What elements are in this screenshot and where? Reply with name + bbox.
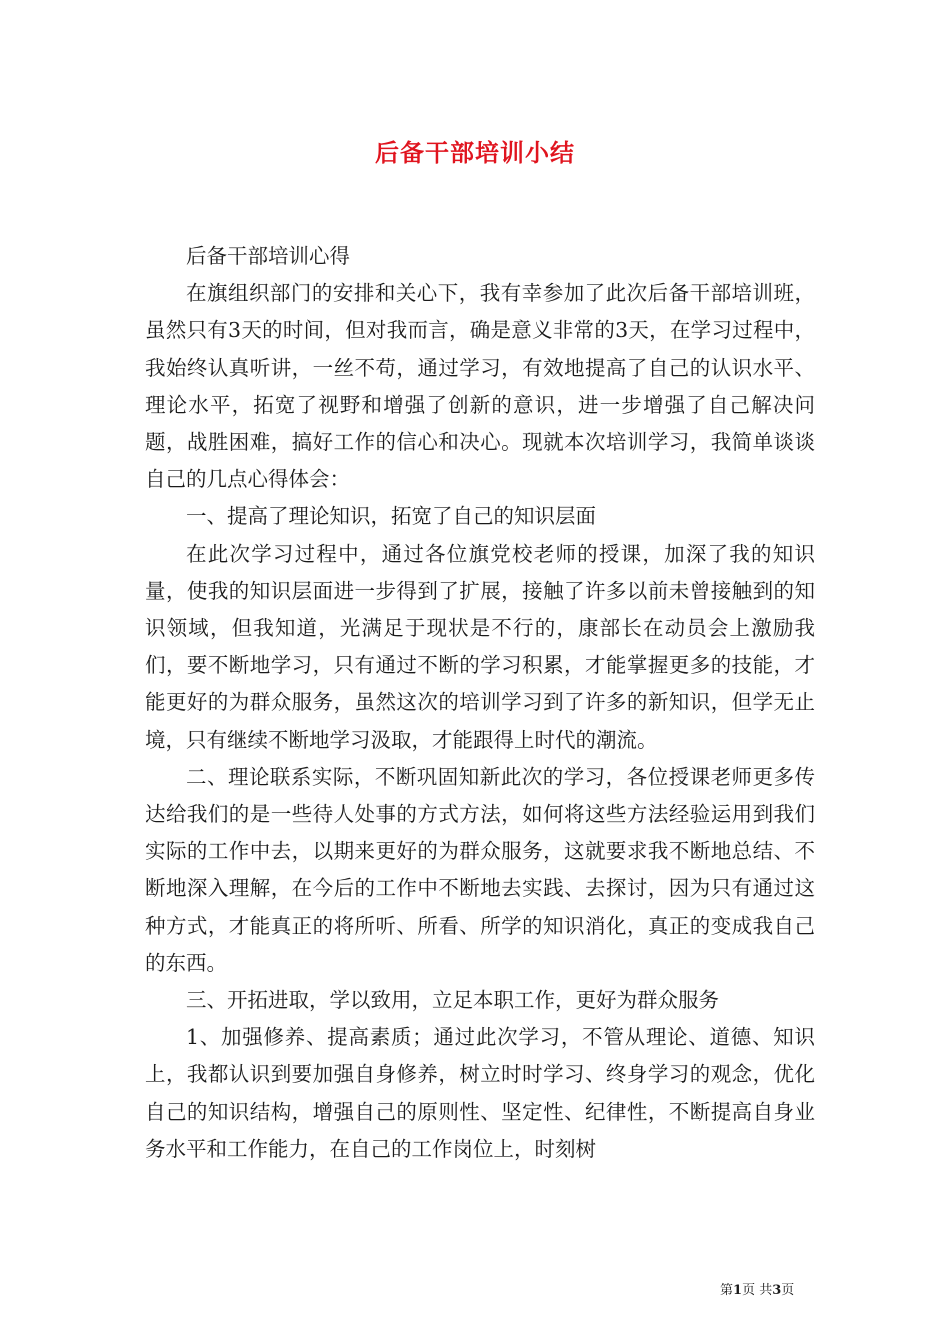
footer-prefix: 第 <box>720 1283 734 1298</box>
section-subtitle: 后备干部培训心得 <box>186 244 350 268</box>
footer-total-pages: 3 <box>772 1283 782 1298</box>
heading-section-1: 一、提高了理论知识，拓宽了自己的知识层面 <box>186 504 596 529</box>
footer-current-page: 1 <box>733 1283 743 1298</box>
paragraph-intro: 在旗组织部门的安排和关心下，我有幸参加了此次后备干部培训班，虽然只有3天的时间，但对我而言，确是意义非常的3天，在学习过程中，我始终认真听讲，一丝不苟，通过学习，有效地提高了自己的认识水平、理论水平，拓宽了视野和增强了创新的意识，进一步增强了自己解决问题，战胜困难，搞好工作的信心和决心。现就本次培训学习，我简单谈谈自己的几点心得体会： <box>145 281 815 492</box>
footer-suffix: 页 <box>781 1283 795 1298</box>
paragraph-section-3-item-1: 1、加强修养、提高素质；通过此次学习，不管从理论、道德、知识上，我都认识到要加强自身修养，树立时时学习、终身学习的观念，优化自己的知识结构，增强自己的原则性、坚定性、纪律性，不断提高自身业务水平和工作能力，在自己的工作岗位上，时刻树 <box>145 1025 815 1161</box>
document-body <box>145 238 815 1168</box>
document-title: 后备干部培训小结 <box>375 138 575 167</box>
heading-section-3: 三、开拓进取，学以致用，立足本职工作，更好为群众服务 <box>186 988 719 1013</box>
paragraph-section-2: 二、理论联系实际，不断巩固知新此次的学习，各位授课老师更多传达给我们的是一些待人处事的方式方法，如何将这些方法经验运用到我们实际的工作中去，以期来更好的为群众服务，这就要求我不断地总结、不断地深入理解，在今后的工作中不断地去实践、去探讨，因为只有通过这种方式，才能真正的将所听、所看、所学的知识消化，真正的变成我自己的东西。 <box>145 764 815 975</box>
page-number-footer <box>720 1279 830 1298</box>
paragraph-section-1: 在此次学习过程中，通过各位旗党校老师的授课，加深了我的知识量，使我的知识层面进一步得到了扩展，接触了许多以前未曾接触到的知识领域，但我知道，光满足于现状是不行的，康部长在动员会上激励我们，要不断地学习，只有通过不断的学习积累，才能掌握更多的技能，才能更好的为群众服务，虽然这次的培训学习到了许多的新知识，但学无止境，只有继续不断地学习汲取，才能跟得上时代的潮流。 <box>145 541 815 752</box>
footer-middle: 页 共 <box>742 1283 773 1298</box>
